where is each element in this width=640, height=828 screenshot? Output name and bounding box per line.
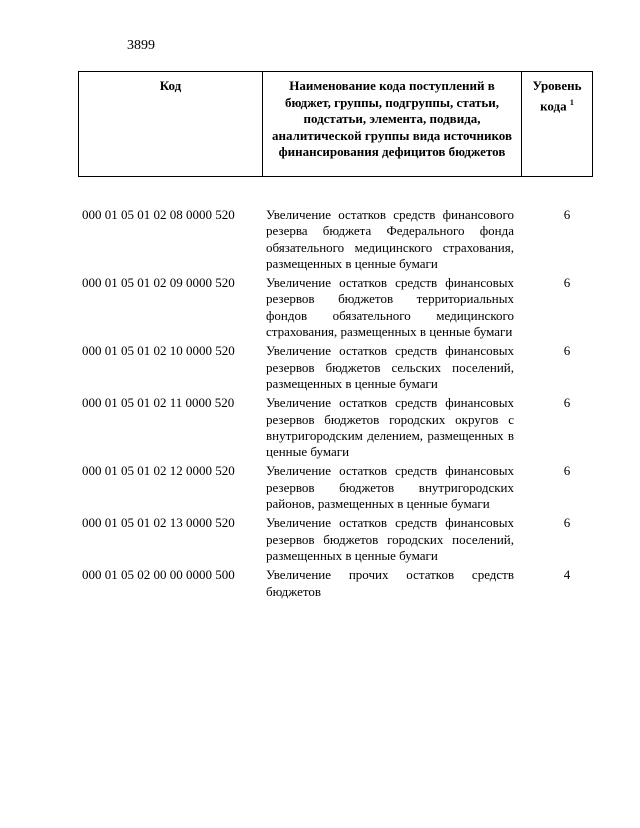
row-name: Увеличение прочих остатков средств бюджетов — [266, 567, 514, 599]
row-level: 6 — [563, 343, 571, 359]
table-row — [82, 343, 592, 392]
row-name: Увеличение остатков средств финансового резерва бюджета Федерального фонда обязательного медицинского страхования, размещенных в ценные бумаги — [266, 207, 514, 271]
row-level: 6 — [563, 463, 571, 479]
row-code: 000 01 05 02 00 00 0000 500 — [82, 567, 235, 583]
row-name: Увеличение остатков средств финансовых резервов бюджетов территориальных фондов обязательного медицинского страхования, размещенных в ценные бумаги — [266, 275, 514, 340]
row-code: 000 01 05 01 02 13 0000 520 — [82, 515, 235, 531]
page-number: 3899 — [127, 38, 155, 53]
row-name: Увеличение остатков средств финансовых резервов бюджетов внутригородских районов, размещенных в ценные бумаги — [266, 463, 514, 512]
table-header — [78, 71, 593, 177]
row-name: Увеличение остатков средств финансовых резервов бюджетов городских округов с внутригородским делением, размещенных в ценные бумаги — [266, 395, 514, 460]
table-row — [82, 463, 592, 512]
header-name: Наименование кода поступлений в бюджет, группы, подгруппы, статьи, подстатьи, элемента, подвида, аналитической группы вида источников финансирования дефицитов бюджетов — [263, 72, 522, 176]
row-code: 000 01 05 01 02 11 0000 520 — [82, 395, 235, 411]
table-row — [82, 275, 592, 340]
row-level: 6 — [563, 395, 571, 411]
row-name: Увеличение остатков средств финансовых резервов бюджетов городских поселений, размещенных в ценные бумаги — [266, 515, 514, 563]
row-code: 000 01 05 01 02 09 0000 520 — [82, 275, 235, 291]
header-code: Код — [79, 72, 263, 176]
header-level — [522, 72, 592, 176]
table-body — [82, 207, 592, 603]
row-level: 6 — [563, 515, 571, 531]
header-level-footnote: 1 — [569, 97, 574, 107]
header-level-label: Уровень кода — [532, 78, 582, 113]
table-row — [82, 515, 592, 564]
row-level: 6 — [563, 207, 571, 222]
row-level: 6 — [563, 275, 571, 291]
row-code: 000 01 05 01 02 08 0000 520 — [82, 207, 235, 222]
table-row — [82, 207, 592, 272]
table-row — [82, 567, 592, 600]
row-name: Увеличение остатков средств финансовых резервов бюджетов сельских поселений, размещенных в ценные бумаги — [266, 343, 514, 391]
row-level: 4 — [563, 567, 571, 583]
table-row — [82, 395, 592, 460]
row-code: 000 01 05 01 02 10 0000 520 — [82, 343, 235, 359]
row-code: 000 01 05 01 02 12 0000 520 — [82, 463, 235, 479]
